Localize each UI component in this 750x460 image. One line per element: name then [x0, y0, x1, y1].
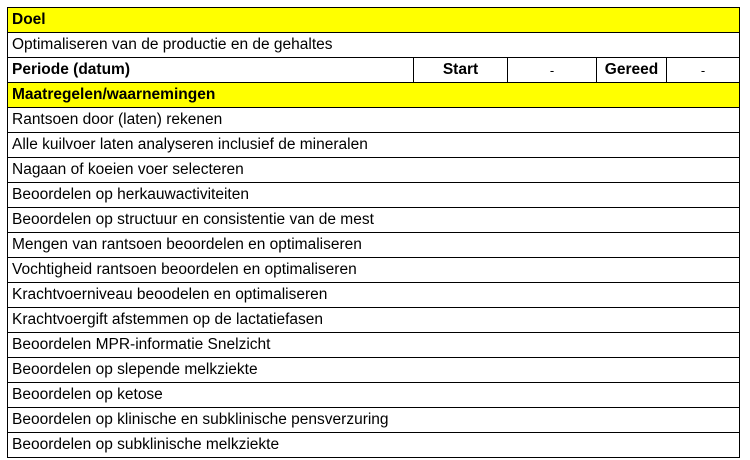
maatregelen-list: [8, 108, 740, 458]
maatregel-item: Mengen van rantsoen beoordelen en optimaliseren: [8, 233, 740, 258]
gereed-label: Gereed: [597, 58, 667, 83]
periode-label: Periode (datum): [8, 58, 414, 83]
table-row: [8, 208, 740, 233]
maatregel-item: Rantsoen door (laten) rekenen: [8, 108, 740, 133]
maatregel-item: Beoordelen op herkauwactiviteiten: [8, 183, 740, 208]
maatregel-item: Beoordelen op ketose: [8, 383, 740, 408]
table-row: [8, 233, 740, 258]
maatregel-item: Alle kuilvoer laten analyseren inclusief de mineralen: [8, 133, 740, 158]
maatregelen-header-row: [8, 83, 740, 108]
maatregel-item: Beoordelen op structuur en consistentie van de mest: [8, 208, 740, 233]
maatregel-item: Beoordelen op klinische en subklinische pensverzuring: [8, 408, 740, 433]
table-row: [8, 333, 740, 358]
doel-header-row: [8, 8, 740, 33]
maatregel-item: Beoordelen op slepende melkziekte: [8, 358, 740, 383]
gereed-value: -: [667, 58, 740, 83]
plan-table-container: [7, 7, 739, 458]
start-value: -: [508, 58, 597, 83]
maatregel-item: Krachtvoerniveau beoodelen en optimaliseren: [8, 283, 740, 308]
table-row: [8, 433, 740, 458]
maatregel-item: Vochtigheid rantsoen beoordelen en optimaliseren: [8, 258, 740, 283]
maatregel-item: Beoordelen op subklinische melkziekte: [8, 433, 740, 458]
table-row: [8, 108, 740, 133]
maatregelen-heading: Maatregelen/waarnemingen: [8, 83, 740, 108]
table-row: [8, 383, 740, 408]
table-row: [8, 133, 740, 158]
maatregel-item: Nagaan of koeien voer selecteren: [8, 158, 740, 183]
doel-heading: Doel: [8, 8, 740, 33]
doel-text-row: [8, 33, 740, 58]
table-row: [8, 183, 740, 208]
plan-table: [7, 7, 740, 458]
start-label: Start: [414, 58, 508, 83]
table-row: [8, 408, 740, 433]
table-row: [8, 158, 740, 183]
table-row: [8, 258, 740, 283]
doel-text: Optimaliseren van de productie en de gehaltes: [8, 33, 740, 58]
maatregel-item: Beoordelen MPR-informatie Snelzicht: [8, 333, 740, 358]
table-row: [8, 358, 740, 383]
maatregel-item: Krachtvoergift afstemmen op de lactatiefasen: [8, 308, 740, 333]
table-row: [8, 308, 740, 333]
table-row: [8, 283, 740, 308]
periode-row: [8, 58, 740, 83]
